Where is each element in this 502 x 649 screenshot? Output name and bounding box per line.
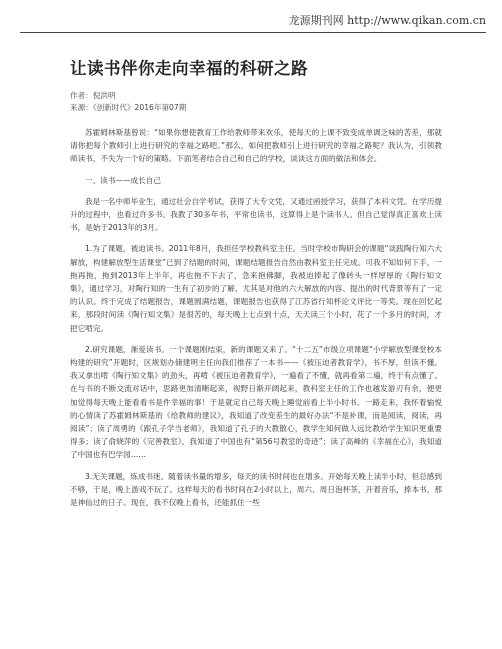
paragraph: 2.研究课题，渐爱读书。一个课题刚结束，新的课题又来了。“十二五”市级立项课题“小学解放型课堂校本构建的研究”开题时，区规划办储建明主任向我们推荐了一本书——《被压迫者教育学》，书不厚，但读不懂。我又拿出啃《陶行知文集》的劲头，再啃《被压迫者教育学》，一遍看了不懂，就再看第二遍，终于有点懂了。在与书的不断交流对话中，思路更加清晰起来，视野日渐开阔起来，教科室主任的工作也越发游刃有余，便更加觉得每天晚上能看看书是件幸福的事！于是就定自己每天晚上睡觉前看上半小时书。一路走来，我怀着愉悦的心情读了苏霍姆林斯基的《给教师的建议》，我知道了改变差生的最好办法“不是补课，而是阅读，阅读，再阅读”；读了周勇的《跟孔子学当老师》，我知道了孔子的大教散心，教学生知何做人远比教给学生知识更重要得多；读了俞晓萍的《完善教室》，我知道了中国也有“第56号教室的奇迹”；读了高峰的《幸福在心》，我知道了中国也有巴学园…… bbox=[70, 344, 442, 460]
paragraph: 我是一名中师毕业生，通过社会自学考试，获得了大专文凭，又通过函授学习，获得了本科文凭。在学历提升的过程中，也看过许多书。我教了30多年书，平常也读书，这算得上是个读书人。但自己觉得真正喜欢上读书，是始于2013年的3月。 bbox=[70, 196, 442, 233]
article-author: 作者：倪洪明 bbox=[70, 91, 116, 100]
article-body bbox=[70, 126, 442, 509]
article-source: 来源：《创新时代》2016年第07期 bbox=[70, 103, 187, 112]
paragraph-intro: 苏霍姆林斯基曾说：“如果你想使教育工作给教师带来欢乐，使每天的上课不致变成单调乏味的苦差，那就请你把每个教师引上进行研究的幸福之路吧。”那么，如何把教师引上进行研究的幸福之路呢？我认为，引领教师读书，不失为一个好的策略。下面笔者结合自己和自己的学校，谈谈这方面的做法和体会。 bbox=[70, 128, 442, 164]
site-header: 龙源期刊网 http://www.qikan.com.cn bbox=[288, 14, 486, 27]
section-heading: 一、读书——成长自己 bbox=[85, 175, 161, 185]
paragraph: 1.为了课题，被迫读书。2011年8月，我担任学校教科室主任。当时学校市陶研会的课题“谈践陶行知六大解放，构建解放型生活课堂”已到了结题的时间，课题结题报告自然由教科室主任完成。可我不知如何下手，一拖再拖，拖到2013年上半年，再也拖不下去了，急来抱佛脚，我被迫捧起了像砖头一样厚厚的《陶行知文集》，通过学习，对陶行知的一生有了初步的了解，尤其是对他的六大解放的内容、提出的时代背景等有了一定的认识。终于完成了结题报告，课题圆满结题，课题报告也获得了江苏省行知杯论文评比一等奖。现在回忆起来，那段时间读《陶行知文集》是很苦的，每天晚上七点到十点，天天读三个小时，花了一个多月的时间，才把它啃完。 bbox=[70, 244, 442, 333]
paragraph: 3.无关课题，炼成书迷。随着读书量的增多，每天的读书时间也在增多。开始每天晚上读半小时，但总感到不够，于是，晚上游戏不玩了。这样每天的看书时间在2小时以上，周六、周日泡杯茶，开着音乐，捧本书，那是神仙过的日子。现在，我不仅晚上看书，还能抓住一些 bbox=[70, 471, 442, 508]
article bbox=[70, 52, 442, 517]
header-divider bbox=[20, 32, 486, 33]
article-title: 让读书伴你走向幸福的科研之路 bbox=[70, 59, 308, 78]
